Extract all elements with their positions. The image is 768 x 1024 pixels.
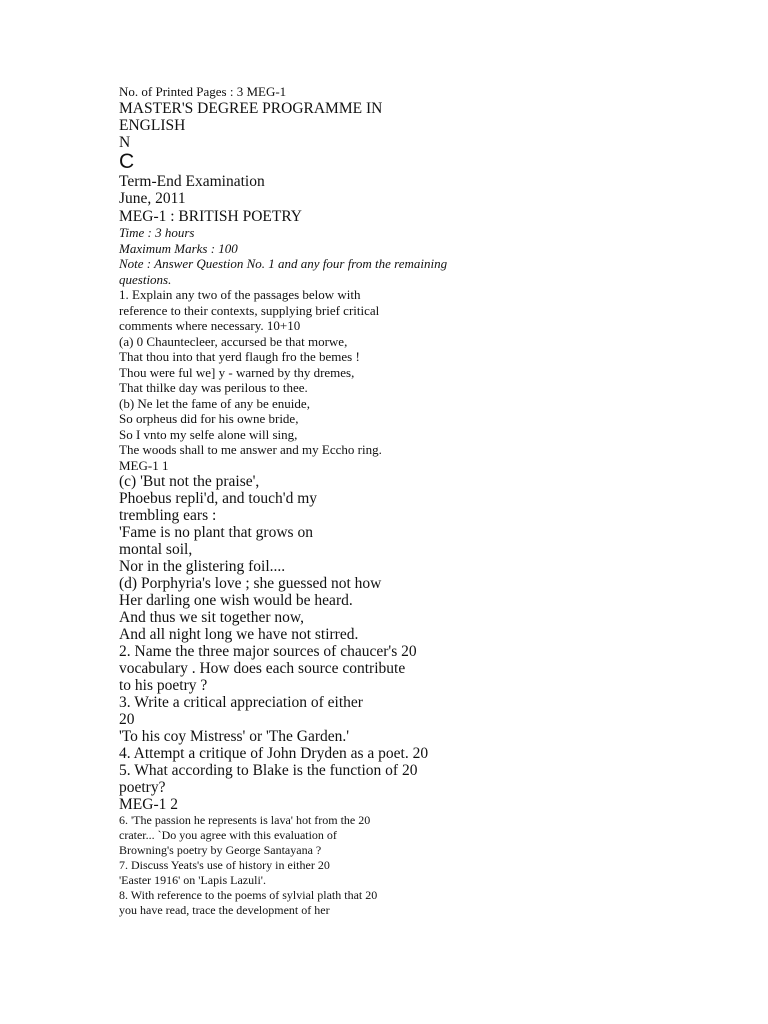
passage-b-line: So I vnto my selfe alone will sing, — [119, 426, 298, 442]
question-2-cont: to his poetry ? — [119, 677, 208, 694]
question-1: 1. Explain any two of the passages below with — [119, 287, 361, 302]
passage-c-line: trembling ears : — [119, 507, 217, 524]
letter-n: N — [119, 133, 131, 151]
question-2: 2. Name the three major sources of chaucer's 20 — [119, 643, 417, 660]
instruction-note: Note : Answer Question No. 1 and any four from the remaining — [119, 256, 448, 271]
question-6-cont: Browning's poetry by George Santayana ? — [119, 843, 322, 857]
time-allowed: Time : 3 hours — [119, 225, 195, 240]
question-1-cont: reference to their contexts, supplying brief critical — [119, 302, 380, 318]
passage-b: (b) Ne let the fame of any be enuide, — [119, 395, 310, 411]
course-title: MEG-1 : BRITISH POETRY — [119, 207, 302, 225]
passage-a: (a) 0 Chauntecleer, accursed be that morwe, — [119, 333, 348, 349]
question-5-cont: poetry? — [119, 779, 166, 796]
question-3-cont: 'To his coy Mistress' or 'The Garden.' — [119, 728, 350, 745]
passage-c-line: montal soil, — [119, 541, 193, 558]
passage-d: (d) Porphyria's love ; she guessed not how — [119, 575, 382, 592]
exam-type: Term-End Examination — [119, 172, 265, 190]
document-page — [119, 84, 719, 918]
passage-b-line: The woods shall to me answer and my Eccho ring. — [119, 442, 382, 457]
passage-d-line: And thus we sit together now, — [119, 609, 304, 626]
exam-date: June, 2011 — [119, 190, 186, 207]
question-5: 5. What according to Blake is the function of 20 — [119, 762, 418, 779]
passage-c: (c) 'But not the praise', — [119, 473, 260, 490]
passage-a-line: Thou were ful we] y - warned by thy dremes, — [119, 364, 355, 380]
letter-c: C — [119, 149, 135, 173]
instruction-note-cont: questions. — [119, 271, 172, 287]
question-8-cont: you have read, trace the development of her — [119, 903, 330, 917]
passage-a-line: That thou into that yerd flaugh fro the bemes ! — [119, 349, 360, 364]
passage-c-line: Phoebus repli'd, and touch'd my — [119, 490, 318, 507]
question-6: 6. 'The passion he represents is lava' hot from the 20 — [119, 813, 371, 827]
question-4: 4. Attempt a critique of John Dryden as a poet. 20 — [119, 745, 429, 762]
passage-b-line: So orpheus did for his owne bride, — [119, 411, 299, 426]
programme-title-line-1: MASTER'S DEGREE PROGRAMME IN — [119, 99, 383, 117]
question-1-marks: comments where necessary. 10+10 — [119, 318, 301, 333]
passage-d-line: Her darling one wish would be heard. — [119, 592, 353, 609]
maximum-marks: Maximum Marks : 100 — [119, 240, 238, 256]
passage-c-line: 'Fame is no plant that grows on — [119, 524, 313, 541]
passage-a-line: That thilke day was perilous to thee. — [119, 380, 308, 395]
question-2-cont: vocabulary . How does each source contribute — [119, 660, 406, 677]
page-footer-2: MEG-1 2 — [119, 796, 178, 813]
question-7-cont: 'Easter 1916' on 'Lapis Lazuli'. — [119, 873, 266, 887]
passage-c-line: Nor in the glistering foil.... — [119, 558, 286, 575]
question-3: 3. Write a critical appreciation of either — [119, 694, 363, 711]
programme-title-line-2: ENGLISH — [119, 116, 186, 134]
question-3-marks: 20 — [119, 711, 135, 728]
page-footer-1: MEG-1 1 — [119, 457, 169, 473]
passage-d-line: And all night long we have not stirred. — [119, 626, 359, 643]
printed-pages-line: No. of Printed Pages : 3 MEG-1 — [119, 84, 287, 99]
question-6-cont: crater... `Do you agree with this evaluation of — [119, 828, 337, 842]
question-7: 7. Discuss Yeats's use of history in either 20 — [119, 858, 330, 872]
question-8: 8. With reference to the poems of sylvial plath that 20 — [119, 888, 378, 902]
